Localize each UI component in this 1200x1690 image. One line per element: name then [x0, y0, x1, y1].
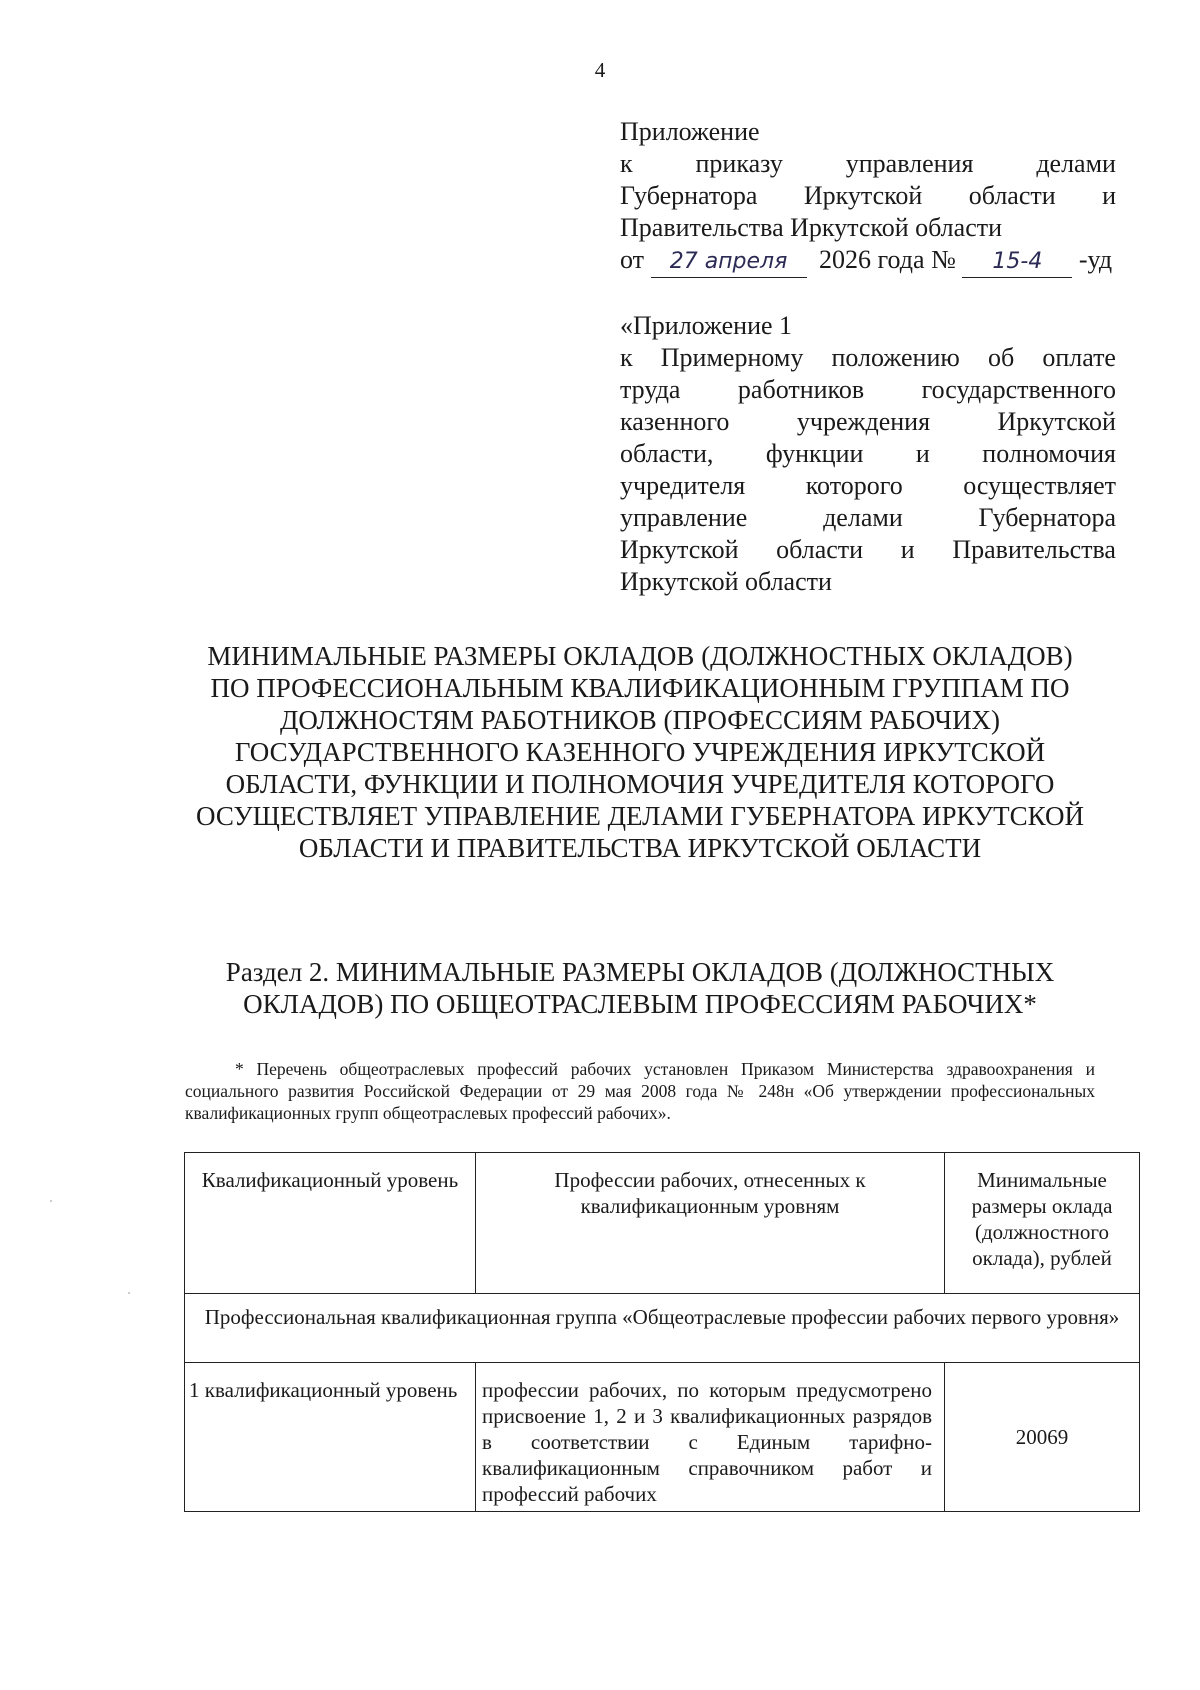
approval-line-3: Губернатора Иркутской области и [620, 181, 1116, 210]
approval-date-line [620, 244, 1116, 278]
salary-table [184, 1152, 1140, 1512]
title-line: ГОСУДАРСТВЕННОГО КАЗЕННОГО УЧРЕЖДЕНИЯ ИРКУТСКОЙ [234, 737, 1046, 767]
order-suffix: -уд [1078, 245, 1113, 274]
approval-line-1: Приложение [620, 117, 760, 146]
footnote: * Перечень общеотраслевых профессий рабочих установлен Приказом Министерства здравоохранения и социального развития Российской Федерации от 29 мая 2008 года № 248н «Об утверждении профессиональных квалификационных групп общеотраслевых профессий рабочих». [185, 1059, 1095, 1123]
appendix-line-5: области, функции и полномочия [620, 439, 1116, 468]
appendix-line-1: «Приложение 1 [620, 311, 793, 340]
title-line: ОБЛАСТИ, ФУНКЦИИ И ПОЛНОМОЧИЯ УЧРЕДИТЕЛЯ КОТОРОГО [225, 769, 1055, 799]
cell-professions: профессии рабочих, по которым предусмотрено присвоение 1, 2 и 3 квалификационных разрядов в соответствии с Единым тарифно-квалификационным справочником работ и профессий рабочих [476, 1363, 945, 1512]
group-title: Профессиональная квалификационная группа «Общеотраслевые профессии рабочих первого уровня» [185, 1294, 1140, 1363]
handwritten-date: 27 апреля [651, 247, 807, 278]
page-number: 4 [594, 58, 606, 82]
appendix-line-9: Иркутской области [620, 567, 832, 596]
title-line: ПО ПРОФЕССИОНАЛЬНЫМ КВАЛИФИКАЦИОННЫМ ГРУППАМ ПО [210, 673, 1070, 703]
approval-line-4: Правительства Иркутской области [620, 213, 1003, 242]
title-line: МИНИМАЛЬНЫЕ РАЗМЕРЫ ОКЛАДОВ (ДОЛЖНОСТНЫХ ОКЛАДОВ) [207, 641, 1073, 671]
title-line: ОСУЩЕСТВЛЯЕТ УПРАВЛЕНИЕ ДЕЛАМИ ГУБЕРНАТОРА ИРКУТСКОЙ [196, 801, 1084, 831]
scan-speck [50, 1200, 52, 1202]
appendix-line-4: казенного учреждения Иркутской [620, 407, 1116, 436]
cell-salary: 20069 [945, 1363, 1140, 1512]
table-header-row [185, 1153, 1140, 1294]
appendix-line-7: управление делами Губернатора [620, 503, 1116, 532]
document-title [150, 640, 1130, 864]
appendix-line-6: учредителя которого осуществляет [620, 471, 1116, 500]
approval-block [620, 116, 1116, 278]
header-professions: Профессии рабочих, отнесенных к квалификационным уровням [476, 1153, 945, 1294]
table-group-row [185, 1294, 1140, 1363]
handwritten-number: 15-4 [962, 247, 1072, 278]
appendix-line-3: труда работников государственного [620, 375, 1116, 404]
scan-speck [128, 1292, 130, 1294]
appendix-block [620, 310, 1116, 598]
appendix-line-8: Иркутской области и Правительства [620, 535, 1116, 564]
appendix-line-2: к Примерному положению об оплате [620, 343, 1116, 372]
section-title-line: ОКЛАДОВ) ПО ОБЩЕОТРАСЛЕВЫМ ПРОФЕССИЯМ РАБОЧИХ* [243, 989, 1037, 1019]
header-qualification-level: Квалификационный уровень [185, 1153, 476, 1294]
title-line: ОБЛАСТИ И ПРАВИТЕЛЬСТВА ИРКУТСКОЙ ОБЛАСТИ [298, 833, 982, 863]
header-minimum-salary: Минимальные размеры оклада (должностного оклада), рублей [945, 1153, 1140, 1294]
from-prefix: от [620, 245, 645, 274]
title-line: ДОЛЖНОСТЯМ РАБОТНИКОВ (ПРОФЕССИЯМ РАБОЧИХ) [279, 705, 1001, 735]
approval-line-2: к приказу управления делами [620, 149, 1116, 178]
section-title-line: Раздел 2. МИНИМАЛЬНЫЕ РАЗМЕРЫ ОКЛАДОВ (ДОЛЖНОСТНЫХ [225, 957, 1055, 987]
cell-level: 1 квалификационный уровень [185, 1363, 476, 1512]
table-row [185, 1363, 1140, 1512]
year-text: 2026 года № [819, 245, 956, 274]
section-title [150, 956, 1130, 1020]
